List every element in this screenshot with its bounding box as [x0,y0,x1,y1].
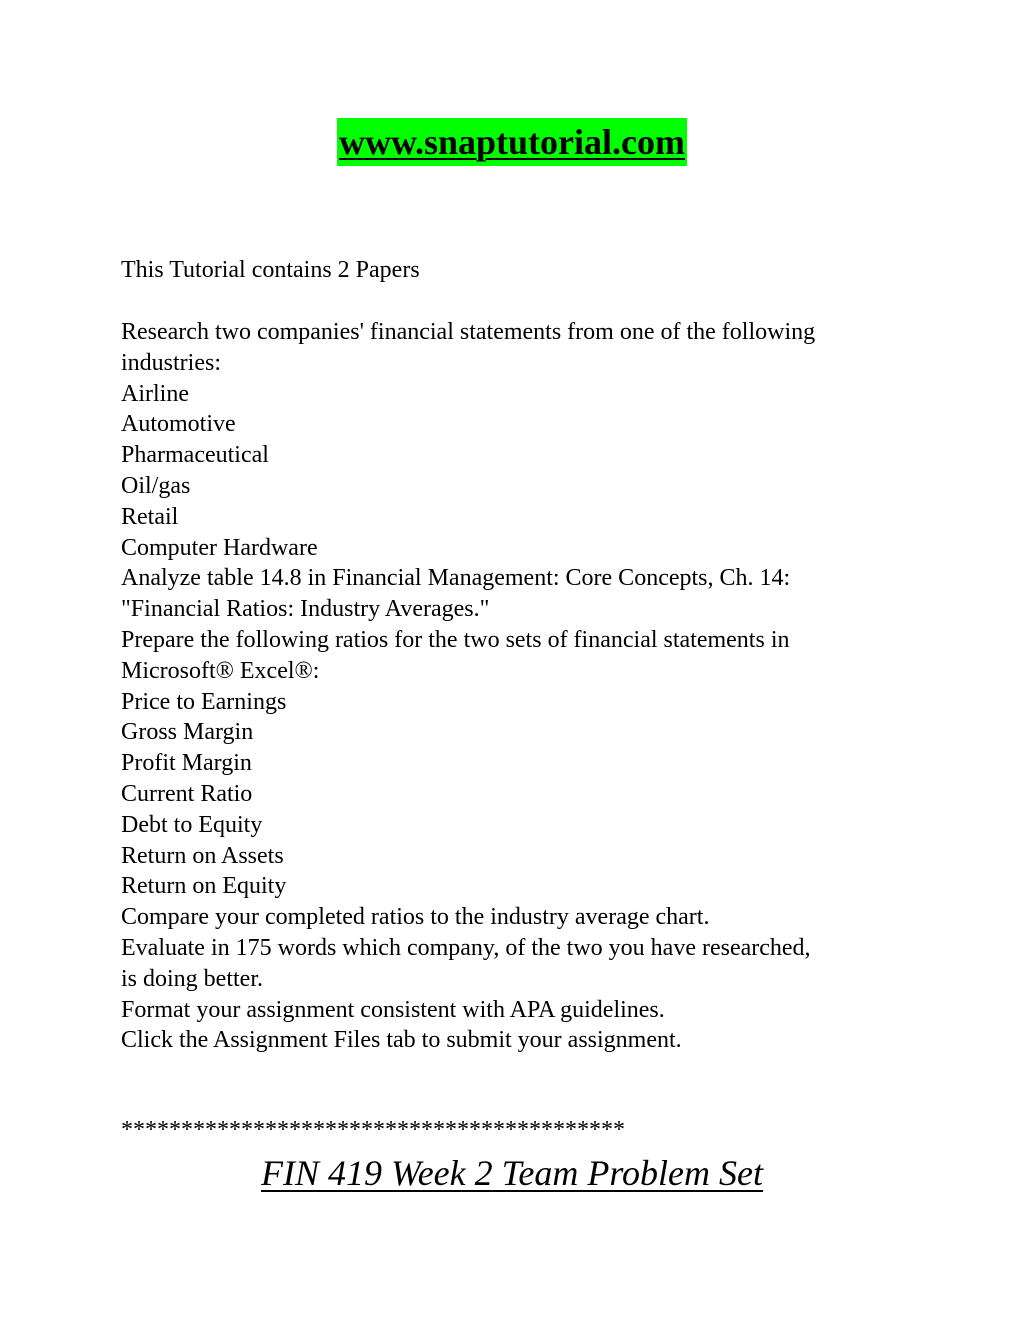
content-line: Computer Hardware [121,534,318,561]
content-line: Pharmaceutical [121,442,269,469]
content-line: is doing better. [121,965,263,992]
content-line: industries: [121,349,221,376]
content-line: Click the Assignment Files tab to submit your assignment. [121,1027,682,1054]
site-link-container [0,118,1024,166]
site-link[interactable]: www.snaptutorial.com [337,118,687,166]
content-line: Return on Equity [121,873,287,900]
assignment-content [121,317,921,1056]
content-line: "Financial Ratios: Industry Averages." [121,596,490,623]
intro-text: This Tutorial contains 2 Papers [121,257,420,283]
content-line: Microsoft® Excel®: [121,657,320,684]
content-line: Profit Margin [121,750,252,777]
content-line: Return on Assets [121,842,284,869]
content-line: Gross Margin [121,719,254,746]
content-line: Format your assignment consistent with APA guidelines. [121,996,665,1023]
content-line: Retail [121,503,179,530]
content-line: Current Ratio [121,780,253,807]
content-line: Debt to Equity [121,811,263,838]
content-line: Evaluate in 175 words which company, of the two you have researched, [121,934,811,961]
content-line: Oil/gas [121,472,191,499]
content-line: Price to Earnings [121,688,287,715]
next-tutorial-title[interactable]: FIN 419 Week 2 Team Problem Set [261,1153,763,1193]
content-line: Compare your completed ratios to the industry average chart. [121,904,710,931]
content-line: Research two companies' financial statements from one of the following [121,319,816,345]
content-line: Analyze table 14.8 in Financial Management: Core Concepts, Ch. 14: [121,565,791,592]
separator-line: ****************************************** [121,1117,625,1143]
content-line: Prepare the following ratios for the two sets of financial statements in [121,626,790,653]
content-line: Airline [121,380,189,407]
content-line: Automotive [121,411,236,438]
